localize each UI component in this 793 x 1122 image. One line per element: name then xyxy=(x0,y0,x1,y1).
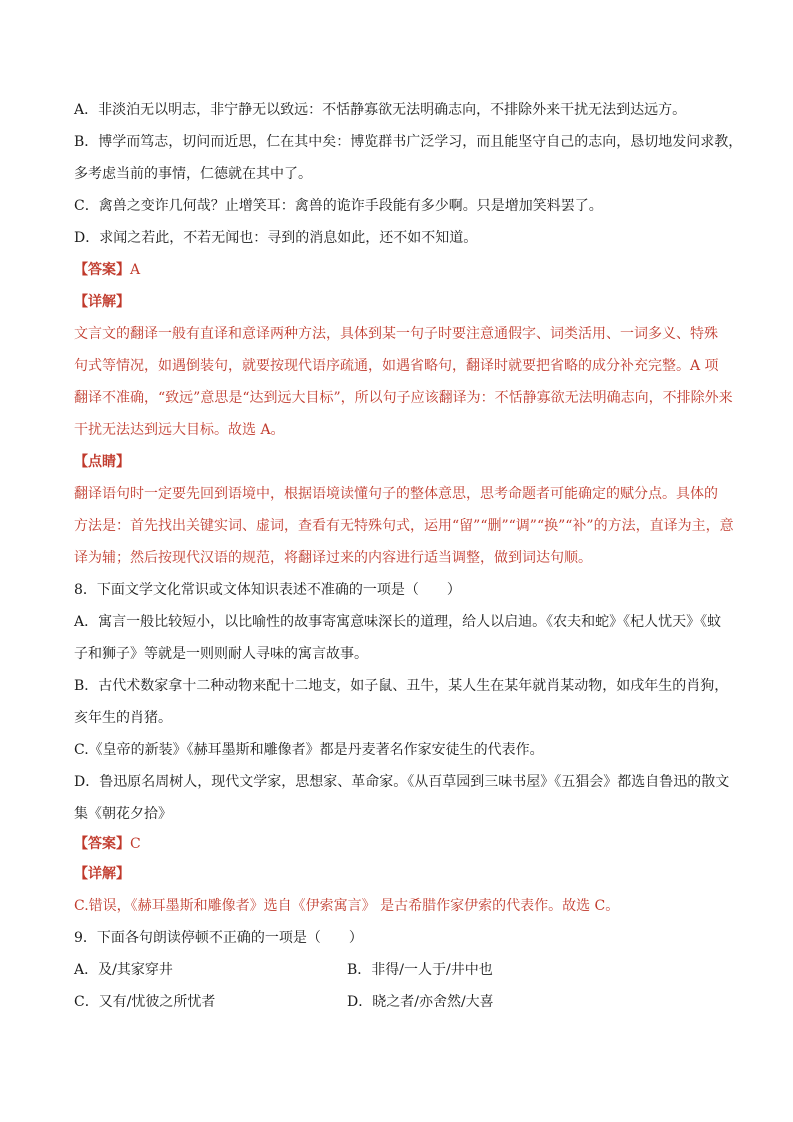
q8-answer xyxy=(74,834,141,854)
q7-detail-label: 【详解】 xyxy=(74,294,130,310)
q7-detail-line3: 翻译不准确，“致远”意思是“达到远大目标”，所以句子应该翻译为：不恬静寡欲无法明确志向，不排除外来 xyxy=(74,390,733,406)
q7-answer xyxy=(74,260,140,280)
q8-option-d-line2: 集《朝花夕拾》 xyxy=(74,806,172,822)
q8-stem: 8．下面文学文化常识或文体知识表述不准确的一项是（ ） xyxy=(74,582,461,598)
q7-tip-line3: 译为辅；然后按现代汉语的规范，将翻译过来的内容进行适当调整，做到词达句顺。 xyxy=(74,550,592,566)
q8-option-b-line1: B．古代术数家拿十二种动物来配十二地支，如子鼠、丑牛，某人生在某年就肖某动物，如戌年生的肖狗， xyxy=(74,678,729,694)
answer-value: A xyxy=(130,262,141,278)
q8-option-c: C.《皇帝的新装》《赫耳墨斯和雕像者》都是丹麦著名作家安徒生的代表作。 xyxy=(74,742,544,758)
q8-detail-label: 【详解】 xyxy=(74,866,130,882)
q7-detail-line1: 文言文的翻译一般有直译和意译两种方法，具体到某一句子时要注意通假字、词类活用、一词多义、特殊 xyxy=(74,326,718,342)
q7-tip-line2: 方法是：首先找出关键实词、虚词，查看有无特殊句式，运用“留”“删”“调”“换”“补”的方法，直译为主，意 xyxy=(74,518,734,534)
q7-tip-label: 【点睛】 xyxy=(74,454,130,470)
q7-option-d: D．求闻之若此，不若无闻也：寻到的消息如此，还不如不知道。 xyxy=(74,230,478,246)
q7-option-b-line2: 多考虑当前的事情，仁德就在其中了。 xyxy=(74,166,312,182)
q9-stem: 9．下面各句朗读停顿不正确的一项是（ ） xyxy=(74,930,363,946)
q8-option-b-line2: 亥年生的肖猪。 xyxy=(74,710,172,726)
q8-option-a-line1: A．寓言一般比较短小，以比喻性的故事寄寓意味深长的道理，给人以启迪。《农夫和蛇》《杞人忧天》《蚊 xyxy=(74,614,722,630)
q9-option-d: D．晓之者/亦舍然/大喜 xyxy=(347,994,494,1010)
q8-option-d-line1: D．鲁迅原名周树人，现代文学家，思想家、革命家。《从百草园到三味书屋》《五猖会》都选自鲁迅的散文 xyxy=(74,774,730,790)
q8-option-a-line2: 子和狮子》等就是一则则耐人寻味的寓言故事。 xyxy=(74,646,368,662)
q7-option-a: A．非淡泊无以明志，非宁静无以致远：不恬静寡欲无法明确志向，不排除外来干扰无法到达远方。 xyxy=(74,102,687,118)
answer-label: 【答案】 xyxy=(74,836,130,852)
q7-tip-line1: 翻译语句时一定要先回到语境中，根据语境读懂句子的整体意思，思考命题者可能确定的赋分点。具体的 xyxy=(74,486,718,502)
q7-detail-line4: 干扰无法达到远大目标。故选 A。 xyxy=(74,422,285,438)
q9-option-c: C．又有/忧彼之所忧者 xyxy=(74,994,216,1010)
q7-option-c: C．禽兽之变诈几何哉？止增笑耳：禽兽的诡诈手段能有多少啊。只是增加笑料罢了。 xyxy=(74,198,603,214)
answer-value: C xyxy=(130,836,141,852)
q7-option-b-line1: B．博学而笃志，切问而近思，仁在其中矣：博览群书广泛学习，而且能坚守自己的志向，恳切地发问求教， xyxy=(74,134,743,150)
q9-option-a: A．及/其家穿井 xyxy=(74,962,173,978)
q7-detail-line2: 句式等情况，如遇倒装句，就要按现代语序疏通，如遇省略句，翻译时就要把省略的成分补充完整。A 项 xyxy=(74,358,719,374)
answer-label: 【答案】 xyxy=(74,262,130,278)
q8-detail-text: C.错误，《赫耳墨斯和雕像者》选自《伊索寓言》 是古希腊作家伊索的代表作。故选 C。 xyxy=(74,898,620,914)
q9-option-b: B．非得/一人于/井中也 xyxy=(347,962,493,978)
